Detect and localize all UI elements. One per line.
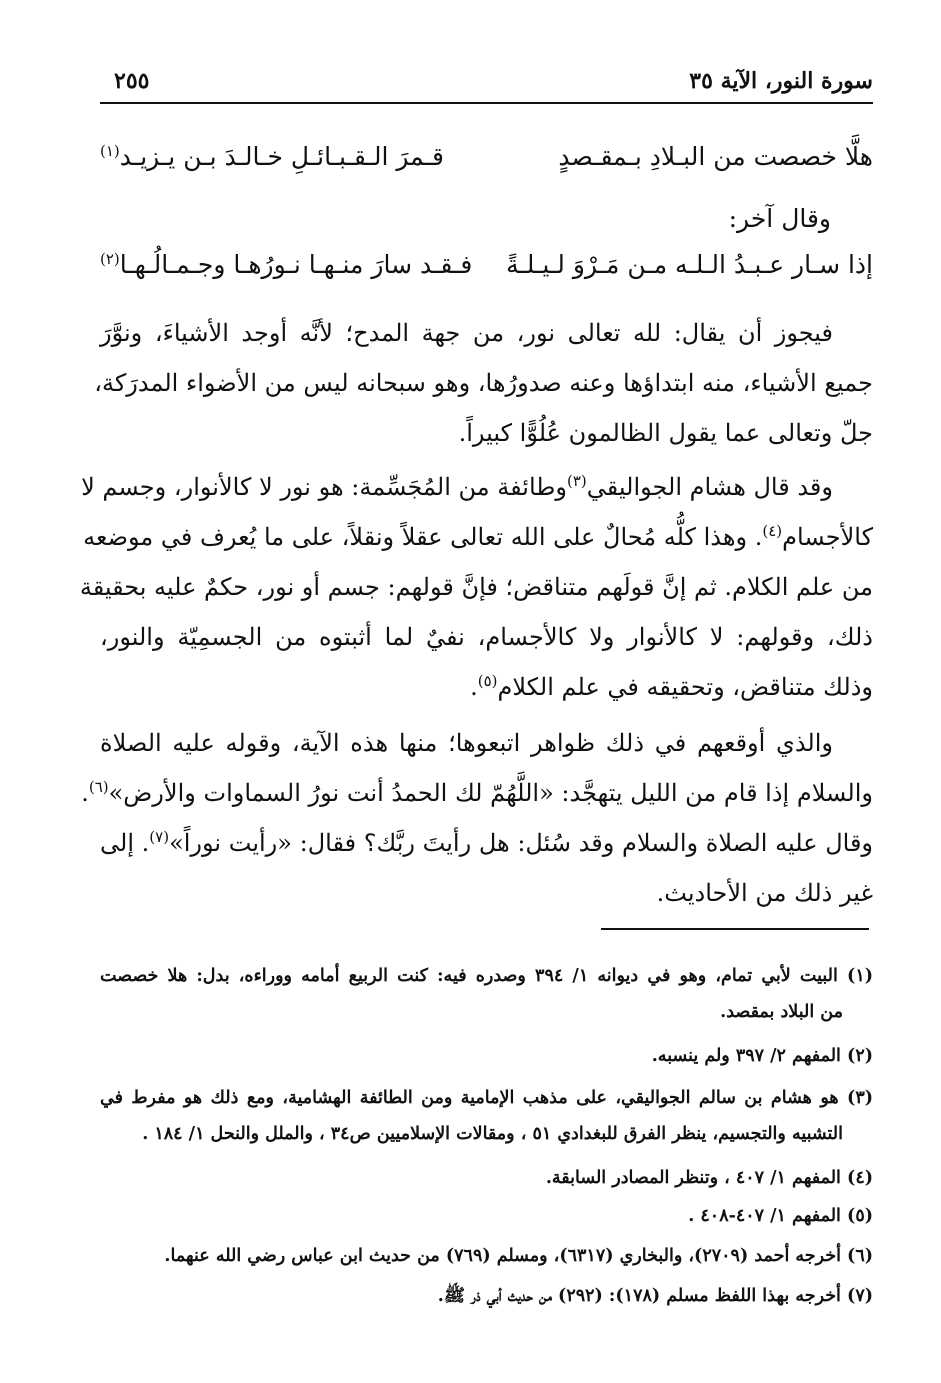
paragraph-3-line-2-b: . bbox=[81, 779, 89, 807]
footnote-7-text-1: أخرجه بهذا اللفظ مسلم (١٧٨): (٢٩٢) من حديث أبي ذر ﷺ. bbox=[437, 1286, 841, 1306]
footnote-separator bbox=[601, 928, 869, 930]
footnote-7 bbox=[100, 1278, 873, 1314]
footnote-6 bbox=[100, 1238, 873, 1274]
footnote-5-text-1: المفهم ١/ ٤٠٧-٤٠٨ . bbox=[688, 1206, 841, 1226]
paragraph-3-line-3-a: وقال عليه الصلاة والسلام وقد سُئل: هل رأيتَ ربَّك؟ فقال: «رأيت نوراً» bbox=[169, 829, 874, 857]
verse-1-hemistich-left-text: قـمرَ الـقـبـائـلِ خـالـدَ بـن يـزيـد bbox=[119, 142, 444, 171]
footnote-5-number: (٥) bbox=[847, 1206, 873, 1226]
footnote-5 bbox=[100, 1198, 873, 1234]
paragraph-2-line-5 bbox=[100, 662, 873, 712]
footnote-2-number: (٢) bbox=[847, 1046, 873, 1066]
footnote-4-number: (٤) bbox=[847, 1168, 873, 1188]
verse-1-hemistich-left bbox=[100, 142, 444, 171]
verse-1-hemistich-right: هلَّا خصصت من البـلادِ بـمقـصدٍ bbox=[558, 142, 873, 171]
footnote-ref-7: (٧) bbox=[149, 828, 170, 846]
footnote-3 bbox=[100, 1080, 873, 1152]
footnote-2-text-1: المفهم ٢/ ٣٩٧ ولم ينسبه. bbox=[651, 1046, 841, 1066]
poem-verse-2 bbox=[100, 250, 873, 294]
header-title: سورة النور، الآية ٣٥ bbox=[689, 68, 873, 94]
paragraph-2-line-5-a: وذلك متناقض، وتحقيقه في علم الكلام bbox=[497, 673, 873, 701]
paragraph-2-line-5-b: . bbox=[470, 673, 478, 701]
footnote-1 bbox=[100, 958, 873, 1030]
paragraph-2-line-1 bbox=[81, 462, 873, 512]
footnote-ref-6: (٦) bbox=[88, 778, 109, 796]
footnote-6-line-1 bbox=[100, 1238, 873, 1274]
header-rule bbox=[100, 102, 873, 104]
paragraph-1 bbox=[94, 308, 873, 458]
paragraph-1-line-1: فيجوز أن يقال: لله تعالى نور، من جهة المدح؛ لأنَّه أوجد الأشياءَ، ونوَّرَ bbox=[100, 319, 833, 347]
paragraph-3 bbox=[81, 718, 874, 918]
paragraph-2-line-2-b: . وهذا كلُّه مُحالٌ على الله تعالى عقلاً ونقلاً، على ما يُعرف في موضعه bbox=[83, 523, 763, 551]
footnote-3-line-2: التشبيه والتجسيم، ينظر الفرق للبغدادي ٥١ ، ومقالات الإسلاميين ص٣٤ ، والملل والنحل ١/ ١٨٤ . bbox=[142, 1124, 843, 1144]
footnote-3-text-1: هو هشام بن سالم الجواليقي، على مذهب الإمامية ومن الطائفة الهشامية، ومع ذلك هو مفرط في bbox=[100, 1088, 839, 1108]
footnote-1-text-1: البيت لأبي تمام، وهو في ديوانه ١/ ٣٩٤ وصدره فيه: كنت الربيع أمامه ووراءه، بدل: هلا خصصت bbox=[100, 966, 838, 986]
footnote-ref-3: (٣) bbox=[566, 472, 587, 490]
paragraph-3-line-2 bbox=[81, 768, 873, 818]
footnote-4-line-1 bbox=[100, 1160, 873, 1196]
footnote-ref-2: (٢) bbox=[100, 250, 120, 268]
page-number: ٢٥٥ bbox=[114, 68, 150, 94]
verse-2-hemistich-right: إذا سـار عـبـدُ الـلـه مـن مَـرْوَ لـيـلـةً bbox=[506, 250, 873, 279]
footnote-ref-5: (٥) bbox=[477, 672, 498, 690]
paragraph-3-line-3-b: . إلى bbox=[100, 829, 150, 857]
verse-2-hemistich-left-text: فـقـد سارَ منـهـا نـورُهـا وجـمـالُـهـا bbox=[119, 250, 473, 279]
footnote-4-text-1: المفهم ١/ ٤٠٧ ، وتنظر المصادر السابقة. bbox=[545, 1168, 841, 1188]
running-header bbox=[100, 64, 873, 104]
footnote-5-line-1 bbox=[100, 1198, 873, 1234]
footnote-7-line-1 bbox=[100, 1278, 873, 1314]
paragraph-3-line-3 bbox=[100, 818, 873, 868]
paragraph-2-line-3: من علم الكلام. ثم إنَّ قولَهم متناقض؛ فإنَّ قولهم: جسم أو نور، حكمٌ عليه بحقيقة bbox=[79, 573, 873, 601]
paragraph-2 bbox=[79, 462, 873, 712]
footnote-3-line-1 bbox=[100, 1080, 873, 1116]
footnote-6-text-1: أخرجه أحمد (٢٧٠٩)، والبخاري (٦٣١٧)، ومسلم (٧٦٩) من حديث ابن عباس رضي الله عنهما. bbox=[164, 1246, 841, 1266]
paragraph-2-line-2-a: كالأجسام bbox=[782, 523, 873, 551]
footnote-ref-4: (٤) bbox=[762, 522, 783, 540]
paragraph-1-line-3: جلّ وتعالى عما يقول الظالمون عُلُوًّا كبيراً. bbox=[458, 419, 873, 447]
footnote-2 bbox=[100, 1038, 873, 1074]
poem-verse-1 bbox=[100, 142, 873, 186]
footnote-4 bbox=[100, 1160, 873, 1196]
footnote-1-line-1 bbox=[100, 958, 873, 994]
footnote-7-number: (٧) bbox=[847, 1286, 873, 1306]
paragraph-2-line-1-a: وقد قال هشام الجواليقي bbox=[586, 473, 833, 501]
paragraph-3-line-4: غير ذلك من الأحاديث. bbox=[656, 879, 873, 907]
footnote-6-number: (٦) bbox=[847, 1246, 873, 1266]
footnote-3-number: (٣) bbox=[847, 1088, 874, 1108]
poem-intro: وقال آخر: bbox=[728, 204, 831, 233]
verse-2-hemistich-left bbox=[100, 250, 472, 279]
footnote-2-line-1 bbox=[100, 1038, 873, 1074]
paragraph-2-line-1-b: وطائفة من المُجَسِّمة: هو نور لا كالأنوار، وجسم لا bbox=[81, 473, 567, 501]
paragraph-2-line-2 bbox=[83, 512, 873, 562]
paragraph-3-line-2-a: والسلام إذا قام من الليل يتهجَّد: «اللَّهُمّ لك الحمدُ أنت نورُ السماوات والأرض» bbox=[108, 779, 873, 807]
paragraph-2-line-4: ذلك، وقولهم: لا كالأنوار ولا كالأجسام، نفيٌ لما أثبتوه من الجسمِيّة والنور، bbox=[100, 623, 873, 651]
footnote-1-number: (١) bbox=[847, 966, 874, 986]
footnote-ref-1: (١) bbox=[100, 142, 120, 160]
paragraph-1-line-2: جميع الأشياء، منه ابتداؤها وعنه صدورُها، وهو سبحانه ليس من الأضواء المدرَكة، bbox=[94, 369, 873, 397]
paragraph-3-line-1: والذي أوقعهم في ذلك ظواهر اتبعوها؛ منها هذه الآية، وقوله عليه الصلاة bbox=[100, 729, 833, 757]
footnote-1-line-2: من البلاد بمقصد. bbox=[720, 1002, 843, 1022]
